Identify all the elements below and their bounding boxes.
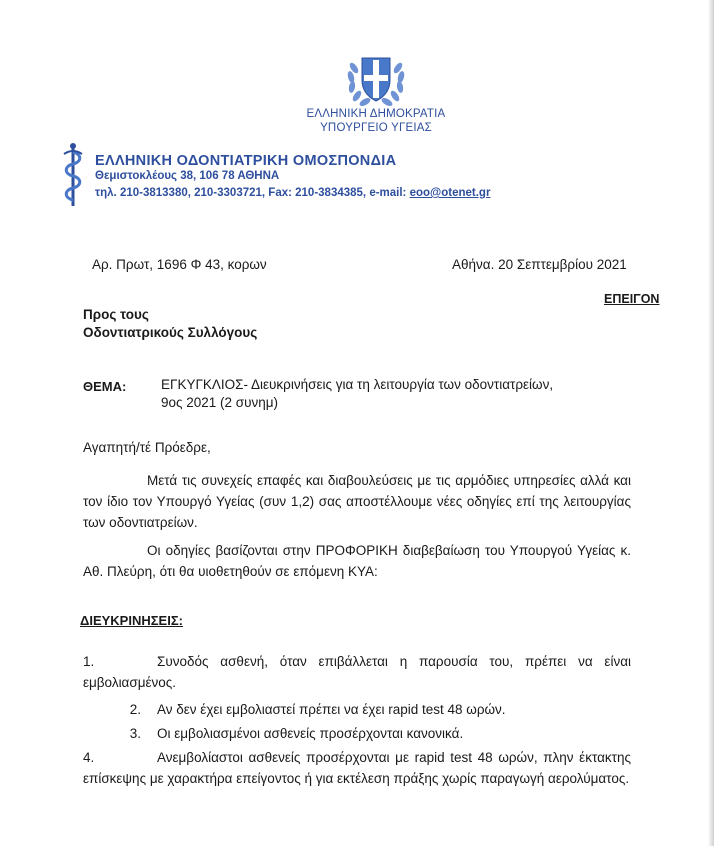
org-contact [95,187,490,199]
recipient-line1: Προς τους [83,307,149,322]
government-name: ΕΛΛΗΝΙΚΗ ΔΗΜΟΚΡΑΤΙΑ [306,108,446,120]
body-paragraph-2-text: Οι οδηγίες βασίζονται στην ΠΡΟΦΟΡΙΚΗ διαβεβαίωση του Υπουργού Υγείας κ. Αθ. Πλεύρη, ότι θα υιοθετηθούν σε επόμενη ΚΥΑ: [83,543,631,579]
list-item [83,747,631,789]
org-contact-text: τηλ. 210-3813380, 210-3303721, Fax: 210-3834385, e-mail: [95,187,410,199]
body-paragraph-1-text: Μετά τις συνεχείς επαφές και διαβουλεύσεις με τις αρμόδιες υπηρεσίες αλλά και τον ίδιο τον Υπουργό Υγείας (συν 1,2) σας αποστέλλουμε νέες οδηγίες επί της λειτουργίας των οδοντιατρείων. [83,473,631,530]
org-title: ΕΛΛΗΝΙΚΗ ΟΔΟΝΤΙΑΤΡΙΚΗ ΟΜΟΣΠΟΝΔΙΑ [95,153,397,169]
subject-line2: 9ος 2021 (2 συνημ) [161,395,279,410]
body-paragraph-1 [83,470,631,533]
greeting: Αγαπητή/τέ Πρόεδρε, [83,440,211,455]
caduceus-icon [60,142,86,208]
page-edge-shadow [708,0,714,846]
list-item-number: 1. [83,654,95,669]
subject-line1: ΕΓΚΥΓΚΛΙΟΣ- Διευκρινήσεις για τη λειτουργία των οδοντιατρείων, [161,377,554,392]
recipient-line2: Οδοντιατρικούς Συλλόγους [83,325,258,340]
greek-coat-of-arms-icon [342,50,410,108]
urgent-label: ΕΠΕΙΓΟΝ [604,292,660,306]
list-item-text: Οι εμβολιασμένοι ασθενείς προσέρχονται κανονικά. [157,726,464,741]
subject-label: ΘΕΜΑ: [83,379,127,394]
list-item-text: Αν δεν έχει εμβολιαστεί πρέπει να έχει rapid test 48 ωρών. [157,702,506,717]
reference-number: Αρ. Πρωτ, 1696 Φ 43, κορων [92,257,267,272]
list-item-number: 2. [129,702,141,717]
ministry-name: ΥΠΟΥΡΓΕΙΟ ΥΓΕΙΑΣ [320,122,432,134]
list-item-number: 3. [129,726,141,741]
clarifications-heading: ΔΙΕΥΚΡΙΝΗΣΕΙΣ: [80,613,183,628]
body-paragraph-2 [83,540,631,582]
list-item [83,699,631,720]
list-item-number: 4. [83,750,95,765]
list-item-text: Συνοδός ασθενή, όταν επιβάλλεται η παρουσία του, πρέπει να είναι εμβολιασμένος. [83,654,631,690]
org-address: Θεμιστοκλέους 38, 106 78 ΑΘΗΝΑ [95,170,280,182]
document-date: Αθήνα. 20 Σεπτεμβρίου 2021 [452,257,627,272]
list-item [83,723,631,744]
org-email-link[interactable]: eoo@otenet.gr [409,187,491,199]
list-item-text: Ανεμβολίαστοι ασθενείς προσέρχονται με rapid test 48 ωρών, πλην έκτακτης επίσκεψης με χαρακτήρα επείγοντος ή για εκτέλεση πράξης χωρίς παραγωγή αερολύματος. [83,750,631,786]
list-item [83,651,631,693]
